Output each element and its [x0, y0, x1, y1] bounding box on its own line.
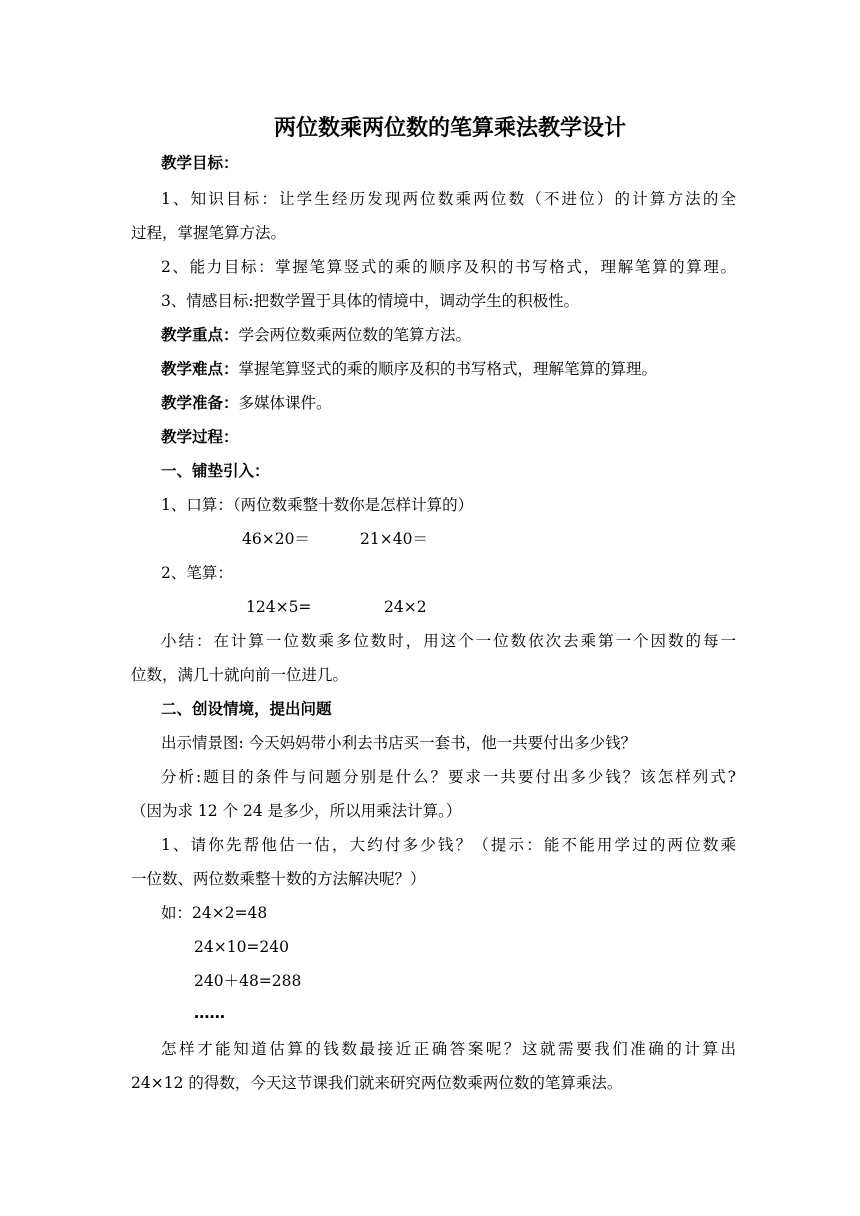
oral-calc-a: 46×20＝: [242, 530, 310, 548]
oral-calc-b: 21×40＝: [360, 530, 428, 548]
question-1-line-1: 1、请你先帮他估一估，大约付多少钱？（提示：能不能用学过的两位数乘: [161, 836, 736, 854]
example-3: 240＋48=288: [194, 972, 302, 990]
ellipsis: ……: [194, 1004, 225, 1022]
section-1-heading: 一、铺垫引入：: [161, 462, 270, 480]
key-point: 教学重点：学会两位数乘两位数的笔算方法。: [161, 326, 472, 344]
summary-line-2: 位数，满几十就向前一位进几。: [131, 666, 349, 684]
goal-2: 2、能力目标：掌握笔算竖式的乘的顺序及积的书写格式，理解笔算的算理。: [161, 258, 736, 276]
written-calc-a: 124×5=: [246, 598, 312, 616]
preparation: 教学准备：多媒体课件。: [161, 394, 332, 412]
analysis-line-1: 分析:题目的条件与问题分别是什么？要求一共要付出多少钱？该怎样列式?: [161, 768, 736, 786]
question-1-line-2: 一位数、两位数乘整十数的方法解决呢？）: [131, 870, 426, 888]
section-1-item-1: 1、口算：（两位数乘整十数你是怎样计算的）: [161, 496, 474, 514]
example-1: 如：24×2=48: [161, 904, 268, 922]
goals-heading: 教学目标：: [161, 154, 239, 172]
summary-line-1: 小结：在计算一位数乘多位数时，用这个一位数依次去乘第一个因数的每一: [161, 632, 736, 650]
scene-description: 出示情景图: 今天妈妈带小利去书店买一套书，他一共要付出多少钱？: [161, 734, 637, 752]
section-1-item-2: 2、笔算：: [161, 564, 233, 582]
goal-1-line-1: 1、知识目标：让学生经历发现两位数乘两位数（不进位）的计算方法的全: [161, 190, 736, 208]
process-heading: 教学过程：: [161, 428, 239, 446]
goal-3: 3、情感目标:把数学置于具体的情境中，调动学生的积极性。: [161, 292, 580, 310]
difficulty: 教学难点：掌握笔算竖式的乘的顺序及积的书写格式，理解笔算的算理。: [161, 360, 658, 378]
document-title: 两位数乘两位数的笔算乘法教学设计: [273, 116, 626, 141]
closing-line-2: 24×12 的得数，今天这节课我们就来研究两位数乘两位数的笔算乘法。: [131, 1074, 623, 1092]
example-2: 24×10=240: [194, 938, 290, 956]
written-calc-b: 24×2: [384, 598, 427, 616]
section-2-heading: 二、创设情境，提出问题: [161, 700, 332, 718]
goal-1-line-2: 过程，掌握笔算方法。: [131, 224, 287, 242]
analysis-line-2: （因为求 12 个 24 是多少，所以用乘法计算。）: [131, 802, 462, 820]
closing-line-1: 怎样才能知道估算的钱数最接近正确答案呢？这就需要我们准确的计算出: [161, 1040, 736, 1058]
